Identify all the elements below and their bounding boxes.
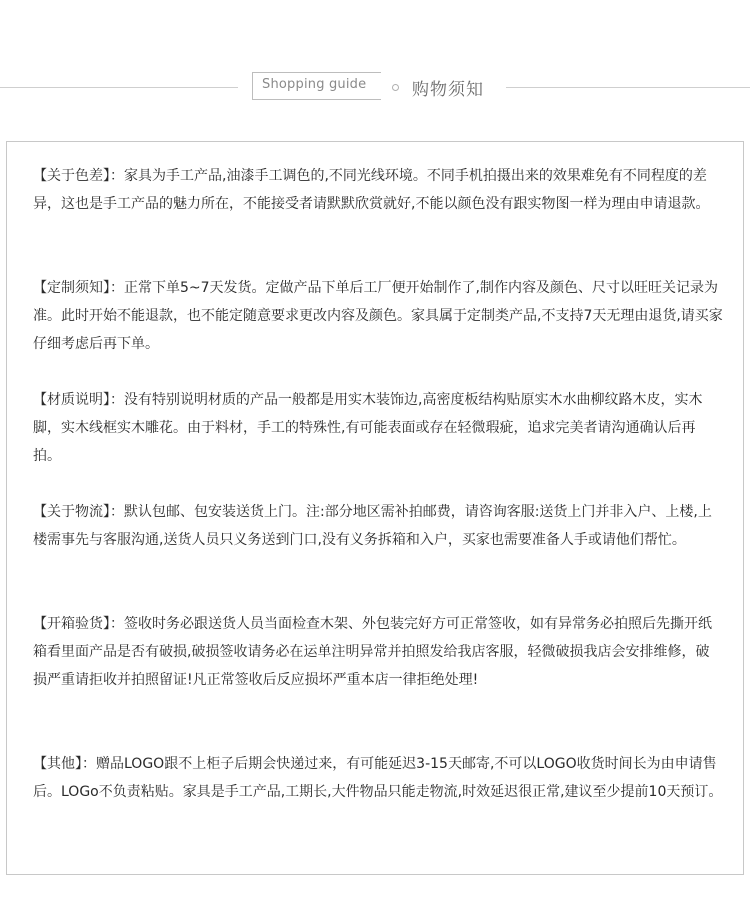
notice-custom-order [33,274,723,358]
notice-title: 【关于色差】 [33,168,110,184]
notice-logistics [33,498,723,554]
notice-title: 【关于物流】 [33,504,110,520]
notice-other [33,750,723,806]
notice-title: 【其他】 [33,756,82,772]
header-divider-right [506,87,750,88]
notice-body: ：没有特别说明材质的产品一般都是用实木装饰边,高密度板结构贴原实木水曲柳纹路木皮，实木脚，实木线框实木雕花。由于料材，手工的特殊性,有可能表面或存在轻微瑕疵，追求完美者请沟通确认后再拍。 [33,392,703,464]
circle-dot-icon [392,84,399,91]
notice-body: ：家具为手工产品,油漆手工调色的,不同光线环境。不同手机拍摄出来的效果难免有不同程度的差异，这也是手工产品的魅力所在，不能接受者请默默欣赏就好,不能以颜色没有跟实物图一样为理由申请退款。 [33,168,710,212]
notice-body: ：正常下单5~7天发货。定做产品下单后工厂便开始制作了,制作内容及颜色、尺寸以旺旺关记录为准。此时开始不能退款，也不能定随意要求更改内容及颜色。家具属于定制类产品,不支持7天无理由退货,请买家仔细考虑后再下单。 [33,280,723,352]
notice-unboxing-inspection [33,610,723,694]
header-title-english: Shopping guide [262,77,367,92]
notice-color-difference [33,162,723,218]
notice-title: 【定制须知】 [33,280,110,296]
shopping-notice-box [6,141,744,875]
header-divider-left [0,87,238,88]
notice-title: 【开箱验货】 [33,616,110,632]
section-header [0,64,750,112]
notice-title: 【材质说明】 [33,392,110,408]
notice-material [33,386,723,470]
notice-body: ：赠品LOGO跟不上柜子后期会快递过来，有可能延迟3-15天邮寄,不可以LOGO收货时间长为由申请售后。LOGo不负责粘贴。家具是手工产品,工期长,大件物品只能走物流,时效延迟很正常,建议至少提前10天预订。 [33,756,723,800]
notice-body: ：签收时务必跟送货人员当面检查木架、外包装完好方可正常签收，如有异常务必拍照后先撕开纸箱看里面产品是否有破损,破损签收请务必在运单注明异常并拍照发给我店客服，轻微破损我店会安排维修，破损严重请拒收并拍照留证!凡正常签收后反应损坏严重本店一律拒绝处理! [33,616,712,688]
header-title-chinese: 购物须知 [412,80,484,100]
notice-body: ：默认包邮、包安装送货上门。注:部分地区需补拍邮费，请咨询客服:送货上门并非入户、上楼,上楼需事先与客服沟通,送货人员只义务送到门口,没有义务拆箱和入户，买家也需要准备人手或请他们帮忙。 [33,504,712,548]
